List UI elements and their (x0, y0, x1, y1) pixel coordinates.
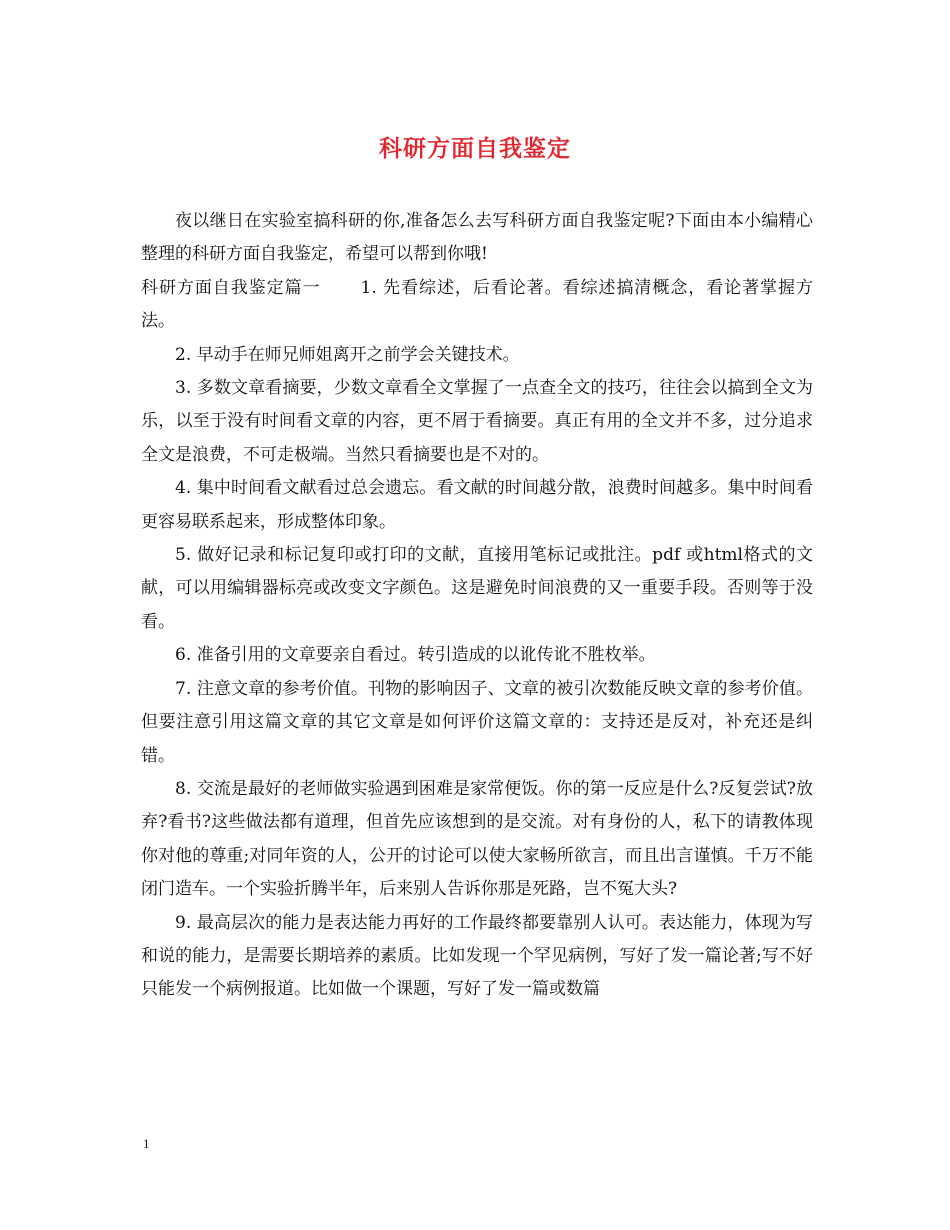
list-item: 2. 早动手在师兄师姐离开之前学会关键技术。 (175, 344, 520, 365)
list-item: 8. 交流是最好的老师做实验遇到困难是家常便饭。你的第一反应是什么?反复尝试?放弃?看书?这些做法都有道理，但首先应该想到的是交流。对有身份的人，私下的请教体现你对他的尊重;对同年资的人，公开的讨论可以使大家畅所欲言，而且出言谨慎。千万不能闭门造车。一个实验折腾半年，后来别人告诉你那是死路，岂不冤大头? (141, 778, 813, 900)
list-item: 7. 注意文章的参考价值。刊物的影响因子、文章的被引次数能反映文章的参考价值。但要注意引用这篇文章的其它文章是如何评价这篇文章的：支持还是反对，补充还是纠错。 (141, 678, 813, 766)
page-number: 1 (143, 1136, 150, 1151)
list-item: 3. 多数文章看摘要，少数文章看全文掌握了一点查全文的技巧，往往会以搞到全文为乐，以至于没有时间看文章的内容，更不屑于看摘要。真正有用的全文并不多，过分追求全文是浪费，不可走极端。当然只看摘要也是不对的。 (141, 378, 813, 465)
section-line (141, 272, 813, 339)
list-item: 5. 做好记录和标记复印或打印的文献，直接用笔标记或批注。pdf 或html格式的文献，可以用编辑器标亮或改变文字颜色。这是避免时间浪费的又一重要手段。否则等于没看。 (141, 545, 813, 632)
list-item: 4. 集中时间看文献看过总会遗忘。看文献的时间越分散，浪费时间越多。集中时间看更容易联系起来，形成整体印象。 (141, 478, 813, 532)
list-item: 6. 准备引用的文章要亲自看过。转引造成的以讹传讹不胜枚举。 (175, 645, 656, 666)
section-heading: 科研方面自我鉴定篇一 (141, 277, 321, 298)
intro-paragraph: 夜以继日在实验室搞科研的你,准备怎么去写科研方面自我鉴定呢?下面由本小编精心整理的科研方面自我鉴定，希望可以帮到你哦! (141, 211, 813, 265)
list-item: 1. 先看综述，后看论著。看综述搞清概念，看论著掌握方法。 (141, 277, 814, 332)
document-title: 科研方面自我鉴定 (379, 135, 571, 162)
document-body (141, 205, 813, 1007)
list-item: 9. 最高层次的能力是表达能力再好的工作最终都要靠别人认可。表达能力，体现为写和说的能力，是需要长期培养的素质。比如发现一个罕见病例，写好了发一篇论著;写不好只能发一个病例报道。比如做一个课题，写好了发一篇或数篇 (141, 912, 813, 1000)
